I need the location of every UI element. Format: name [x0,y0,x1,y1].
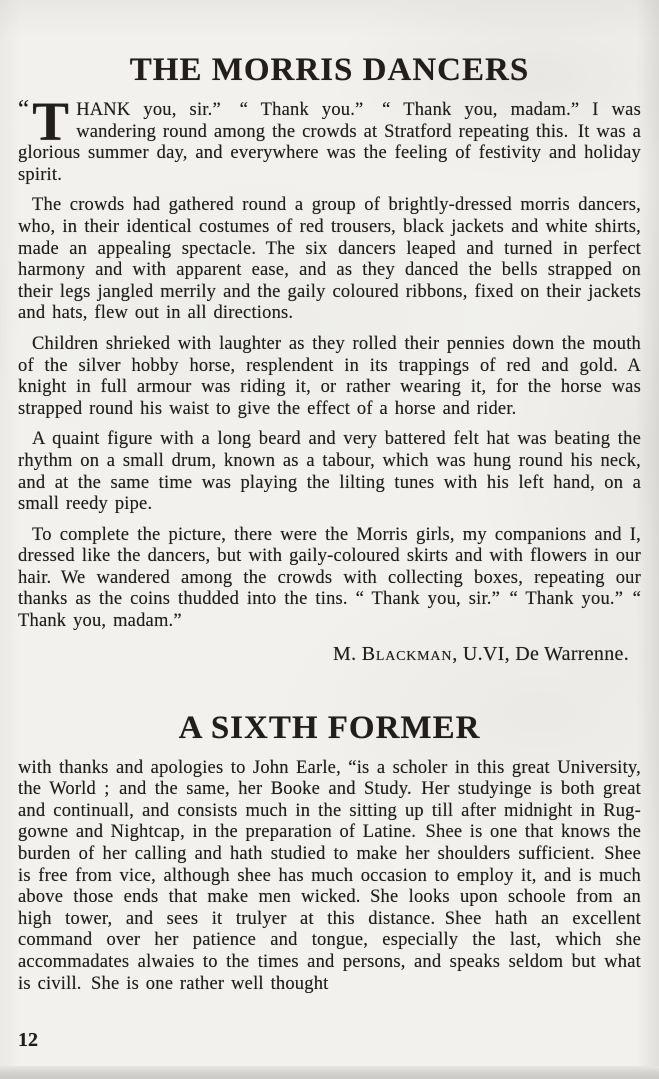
page-number: 12 [18,1029,38,1051]
article1-title: THE MORRIS DANCERS [129,52,530,88]
article1-paragraph-3: Children shrieked with laughter as they rolled their pennies down the mouth of the silver hobby horse, resplendent in its trappings of red and gold. A knight in full armour was riding it, or rather wearing it, for the horse was strapped round his waist to give the effect of a horse and rider. [18,333,641,419]
scan-bottom-edge [0,1066,659,1079]
page-content [18,0,641,1004]
article1-paragraph-2: The crowds had gathered round a group of brightly-dressed morris dancers, who, in their identical costumes of red trousers, black jackets and white shirts, made an appealing spectacle. The six dancers leaped and turned in perfect harmony and with apparent ease, and as they danced the bells strapped on their legs jangled merrily and the gaily coloured ribbons, fixed on their jackets and hats, flew out in all directions. [18,195,641,324]
byline-suffix: , U.VI, De Warrenne. [452,642,629,665]
article1-paragraph-4: A quaint figure with a long beard and very battered felt hat was beating the rhythm on a small drum, known as a tabour, which was hung round his neck, and at the same time was playing the lilting tunes with his left hand, on a small reedy pipe. [18,429,641,515]
dropcap-letter: T [32,91,70,152]
byline-prefix: M. [333,642,362,665]
dropcap [18,91,70,152]
byline-surname: Blackman [361,642,453,665]
article1-opening-paragraph [18,91,641,186]
article2-paragraph-1: with thanks and apologies to John Earle, “is a scholer in this great University, the World ; and the same, her Booke and Study. Her studyinge is both great and continuall, and consists much in the sitting up till after midnight in Rug-gowne and Nightcap, in the preparation of Latine. Shee is one that knows the burden of her calling and hath studied to make her shoulders sufficient. Shee is free from vice, although shee has much occasion to employ it, and is much above those ends that make men wicked. She looks upon schoole from an high tower, and sees it trulyer at this distance. Shee hath an excellent command over her patience and tongue, especially the last, which she accommadates alwaies to the times and persons, and speaks seldom but what is civill. She is one rather well thought [18,757,641,994]
article1-byline [18,642,641,666]
article1-paragraph-5: To complete the picture, there were the Morris girls, my companions and I, dressed like the dancers, but with gaily-coloured skirts and with flowers in our hair. We wandered among the crowds with collecting boxes, repeating our thanks as the coins thudded into the tins. “ Thank you, sir.” “ Thank you.” “ Thank you, madam.” [18,524,641,632]
opening-quote-mark: “ [18,96,30,123]
article1-opening-text: HANK you, sir.” “ Thank you.” “ Thank you, madam.” I was wandering round among the crowds at Stratford repeating this. It was a glorious summer day, and everywhere was the feeling of festivity and holiday spirit. [18,100,641,185]
article2-title: A SIXTH FORMER [178,709,481,746]
